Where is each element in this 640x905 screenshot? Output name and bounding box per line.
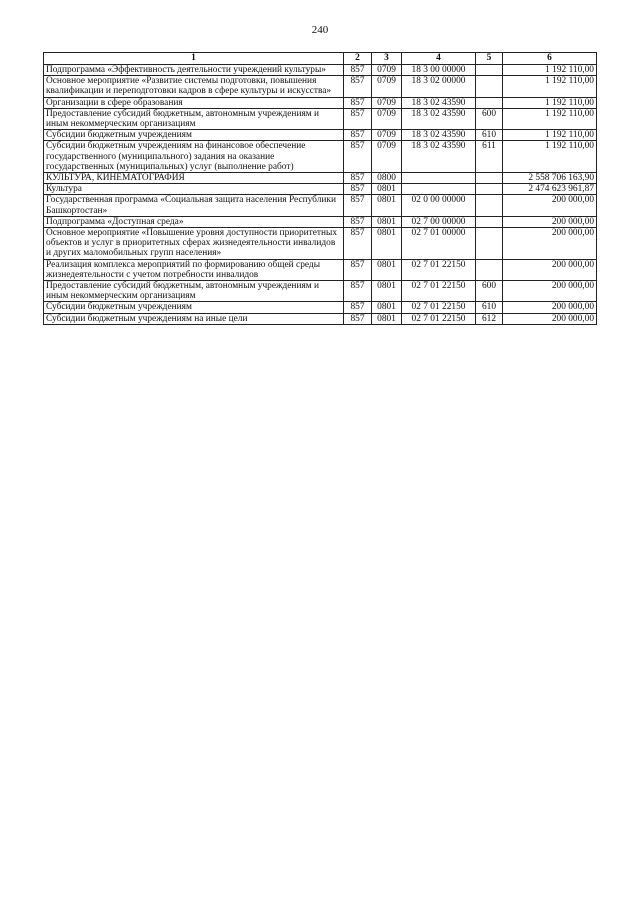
row-col-2: 857 (344, 65, 372, 76)
row-col-3: 0709 (372, 65, 402, 76)
row-col-2: 857 (344, 302, 372, 313)
row-amount: 200 000,00 (503, 195, 597, 216)
row-name: КУЛЬТУРА, КИНЕМАТОГРАФИЯ (44, 173, 344, 184)
row-col-3: 0709 (372, 97, 402, 108)
row-col-4: 18 3 02 43590 (402, 130, 476, 141)
table-body (44, 65, 597, 325)
row-amount: 1 192 110,00 (503, 141, 597, 173)
row-col-4: 02 7 01 00000 (402, 228, 476, 260)
row-col-5 (476, 173, 503, 184)
header-col-4: 4 (402, 53, 476, 65)
row-col-2: 857 (344, 184, 372, 195)
row-col-4: 18 3 02 43590 (402, 141, 476, 173)
row-col-3: 0800 (372, 173, 402, 184)
row-col-4: 02 7 01 22150 (402, 313, 476, 324)
row-amount: 1 192 110,00 (503, 130, 597, 141)
row-col-2: 857 (344, 195, 372, 216)
row-col-5: 600 (476, 108, 503, 129)
header-col-5: 5 (476, 53, 503, 65)
row-col-3: 0801 (372, 216, 402, 227)
row-col-5 (476, 195, 503, 216)
page-number: 240 (311, 24, 329, 36)
row-amount: 200 000,00 (503, 281, 597, 302)
row-col-4: 02 7 01 22150 (402, 259, 476, 280)
row-col-4: 18 3 02 43590 (402, 97, 476, 108)
row-col-3: 0709 (372, 76, 402, 97)
row-col-2: 857 (344, 108, 372, 129)
row-col-5 (476, 76, 503, 97)
table-header (44, 53, 597, 65)
row-name: Подпрограмма «Доступная среда» (44, 216, 344, 227)
row-col-4: 02 7 01 22150 (402, 302, 476, 313)
row-col-5 (476, 216, 503, 227)
header-col-2: 2 (344, 53, 372, 65)
row-name: Субсидии бюджетным учреждениям на финансовое обеспечение государственного (муниципального) задания на оказание государственных (муниципальных) услуг (выполнение работ) (44, 141, 344, 173)
row-name: Государственная программа «Социальная защита населения Республики Башкортостан» (44, 195, 344, 216)
row-col-3: 0801 (372, 281, 402, 302)
table-row (44, 259, 597, 280)
row-col-2: 857 (344, 173, 372, 184)
row-col-5 (476, 228, 503, 260)
row-amount: 2 558 706 163,90 (503, 173, 597, 184)
row-col-2: 857 (344, 228, 372, 260)
row-col-4: 18 3 02 00000 (402, 76, 476, 97)
row-col-4: 18 3 02 43590 (402, 108, 476, 129)
row-amount: 200 000,00 (503, 259, 597, 280)
row-col-3: 0801 (372, 259, 402, 280)
table-row (44, 216, 597, 227)
row-name: Культура (44, 184, 344, 195)
row-amount: 1 192 110,00 (503, 108, 597, 129)
row-name: Субсидии бюджетным учреждениям (44, 302, 344, 313)
table-row (44, 281, 597, 302)
row-col-5 (476, 65, 503, 76)
table-row (44, 173, 597, 184)
table-row (44, 141, 597, 173)
row-col-3: 0709 (372, 108, 402, 129)
table-row (44, 302, 597, 313)
row-amount: 1 192 110,00 (503, 65, 597, 76)
row-name: Организации в сфере образования (44, 97, 344, 108)
row-col-5 (476, 184, 503, 195)
row-col-2: 857 (344, 141, 372, 173)
row-name: Субсидии бюджетным учреждениям на иные цели (44, 313, 344, 324)
table-row (44, 313, 597, 324)
row-name: Реализация комплекса мероприятий по формированию общей среды жизнедеятельности с учетом потребности инвалидов (44, 259, 344, 280)
row-col-2: 857 (344, 216, 372, 227)
row-col-5: 600 (476, 281, 503, 302)
row-amount: 1 192 110,00 (503, 97, 597, 108)
budget-table (43, 52, 597, 325)
row-name: Субсидии бюджетным учреждениям (44, 130, 344, 141)
row-col-3: 0709 (372, 130, 402, 141)
header-col-3: 3 (372, 53, 402, 65)
row-col-4: 18 3 00 00000 (402, 65, 476, 76)
table-row (44, 76, 597, 97)
row-col-5 (476, 259, 503, 280)
row-col-5: 611 (476, 141, 503, 173)
row-amount: 2 474 623 961,87 (503, 184, 597, 195)
row-col-2: 857 (344, 281, 372, 302)
row-col-5 (476, 97, 503, 108)
row-col-2: 857 (344, 97, 372, 108)
table-row (44, 97, 597, 108)
row-col-5: 610 (476, 130, 503, 141)
header-row (44, 53, 597, 65)
row-col-4: 02 7 00 00000 (402, 216, 476, 227)
header-col-1: 1 (44, 53, 344, 65)
row-col-3: 0801 (372, 195, 402, 216)
row-name: Предоставление субсидий бюджетным, автономным учреждениям и иным некоммерческим организациям (44, 281, 344, 302)
row-col-2: 857 (344, 313, 372, 324)
row-col-4 (402, 173, 476, 184)
table-row (44, 228, 597, 260)
row-amount: 200 000,00 (503, 302, 597, 313)
row-col-2: 857 (344, 76, 372, 97)
row-name: Предоставление субсидий бюджетным, автономным учреждениям и иным некоммерческим организациям (44, 108, 344, 129)
table-row (44, 65, 597, 76)
row-amount: 200 000,00 (503, 216, 597, 227)
row-col-3: 0801 (372, 313, 402, 324)
row-col-3: 0801 (372, 302, 402, 313)
row-col-2: 857 (344, 259, 372, 280)
row-amount: 1 192 110,00 (503, 76, 597, 97)
row-col-4: 02 0 00 00000 (402, 195, 476, 216)
row-col-3: 0801 (372, 228, 402, 260)
table-row (44, 195, 597, 216)
row-col-4 (402, 184, 476, 195)
row-amount: 200 000,00 (503, 313, 597, 324)
row-col-5: 612 (476, 313, 503, 324)
header-col-6: 6 (503, 53, 597, 65)
row-col-4: 02 7 01 22150 (402, 281, 476, 302)
table-row (44, 108, 597, 129)
row-name: Подпрограмма «Эффективность деятельности учреждений культуры» (44, 65, 344, 76)
row-col-3: 0801 (372, 184, 402, 195)
row-col-5: 610 (476, 302, 503, 313)
row-col-3: 0709 (372, 141, 402, 173)
row-name: Основное мероприятие «Повышение уровня доступности приоритетных объектов и услуг в приоритетных сферах жизнедеятельности инвалидов и других маломобильных групп населения» (44, 228, 344, 260)
row-name: Основное мероприятие «Развитие системы подготовки, повышения квалификации и переподготовки кадров в сфере культуры и искусства» (44, 76, 344, 97)
row-col-2: 857 (344, 130, 372, 141)
table-row (44, 184, 597, 195)
table-row (44, 130, 597, 141)
row-amount: 200 000,00 (503, 228, 597, 260)
